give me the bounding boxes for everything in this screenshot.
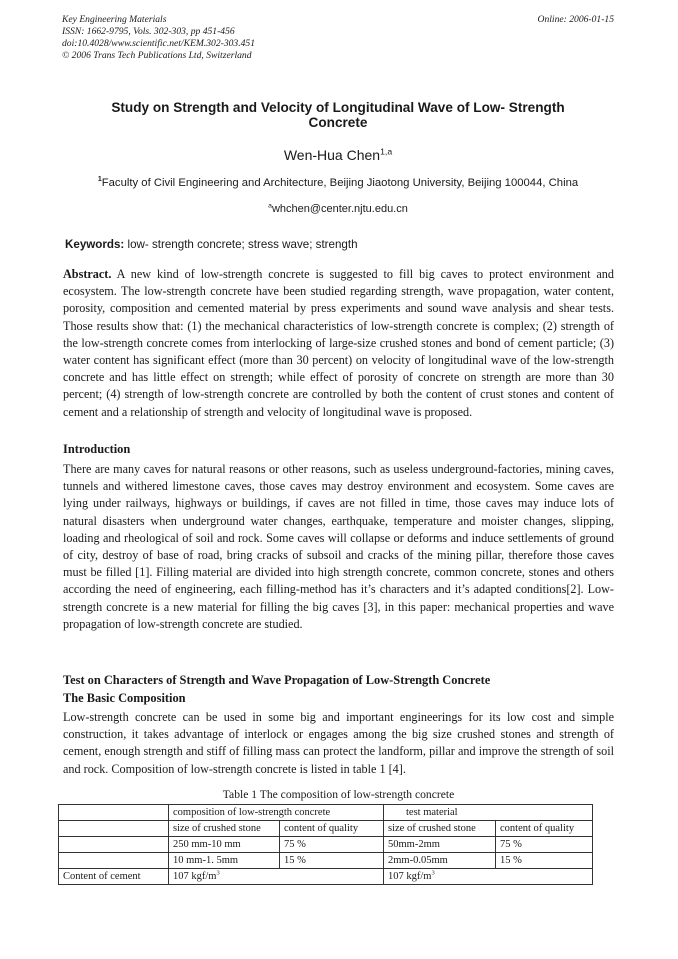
cement-value: 107 kgf/m [173,871,217,882]
keywords-text: low- strength concrete; stress wave; strength [124,238,358,251]
abstract-paragraph [63,266,614,421]
composition-table [58,804,593,885]
keywords-label: Keywords: [65,238,125,251]
table-header-cell: content of quality [280,821,384,837]
introduction-heading: Introduction [63,442,131,456]
table-row [59,821,593,837]
table-cell: 15 % [280,853,384,869]
abstract-label: Abstract. [63,267,112,281]
copyright-line: © 2006 Trans Tech Publications Ltd, Switzerland [62,50,252,61]
table-cell: 75 % [496,837,593,853]
table-group-header-test-material: test material [384,805,593,821]
author-sup: 1,a [380,146,393,157]
email-line [62,203,614,215]
introduction-paragraph: There are many caves for natural reasons or other reasons, such as useless underground-factories, mining caves, tunnels and withered limestone caves, those caves may destroy environment and ecosystem. Some caves are lying under railways, highways or buildings, if caves are not filled in time, those caves may induce lots of natural disasters when underground water changes, earthquake, temperature and moister changes, slipping, loading and rheological of soil and rock. Some caves will collapse or deforms and induce settlements of ground of city, destroy of base of road, bring cracks of subsoil and cracks of the mining pillar, therefore those caves must be filled [1]. Filling material are divided into high strength concrete, common concrete, stones and others according the need of engineering, each filling-method has it’s characters and it’s adapted conditions[2]. Low-strength concrete is a new material for filling the big caves [3], in this paper: mechanical properties and wave propagation of low-strength concrete are studied. [63,462,614,631]
table-row [59,869,593,885]
table-cell: 2mm-0.05mm [384,853,496,869]
table-caption: Table 1 The composition of low-strength concrete [222,788,455,801]
cement-test-value-sup: 3 [431,869,435,877]
table-cell: 50mm-2mm [384,837,496,853]
abstract-text: A new kind of low-strength concrete is suggested to fill big caves to protect environment and ecosystem. The low-strength concrete have been studied regarding strength, wave propagation, water content, porosity, composition and cemented material by press experiments and sound wave analysis and shear tests. Those results show that: (1) the mechanical characteristics of low-strength concrete is complex; (2) strength of the low-strength concrete comes from interlocking of large-size crushed stones and bond of cement particle; (3) water content has significant effect (more than 30 percent) on velocity of longitudinal wave of the low-strength concrete and has little effect on strength; while effect of porosity of concrete on strength are more than 30 percent; (4) strength of low-strength concrete are controlled by both the content of crust stones and content of cement and a relationship of strength and velocity of longitudinal wave is proposed. [63,267,614,419]
cement-value-cell [169,869,384,885]
cement-value-sup: 3 [216,869,220,877]
email-sup: a [268,202,272,210]
table-cell: 15 % [496,853,593,869]
section-heading: Test on Characters of Strength and Wave Propagation of Low-Strength Concrete [63,673,491,687]
online-date: Online: 2006-01-15 [537,14,614,25]
table-cell: 75 % [280,837,384,853]
table-cell: 250 mm-10 mm [169,837,280,853]
table-row [59,805,593,821]
table-header-cell: content of quality [496,821,593,837]
author-line [62,147,614,163]
table-cell [59,837,169,853]
subsection-heading: The Basic Composition [63,691,186,705]
title-line-2: Concrete [308,115,368,130]
table-row [59,837,593,853]
table-header-cell: size of crushed stone [169,821,280,837]
table-header-cell: size of crushed stone [384,821,496,837]
table-cell [59,805,169,821]
doi-line: doi:10.4028/www.scientific.net/KEM.302-303.451 [62,38,256,49]
paper-title [62,100,614,130]
affiliation-sup: 1 [97,176,102,184]
table-row [59,853,593,869]
table-cell [59,821,169,837]
cement-label-cell: Content of cement [59,869,169,885]
keywords-line [65,238,358,251]
affiliation-text: Faculty of Civil Engineering and Architecture, Beijing Jiaotong University, Beijing 100044, China [101,177,579,189]
table-cell: 10 mm-1. 5mm [169,853,280,869]
table-cell [59,853,169,869]
cement-test-value-cell [384,869,593,885]
publication-header [62,14,614,62]
email-address[interactable]: whchen@center.njtu.edu.cn [271,203,408,215]
composition-paragraph: Low-strength concrete can be used in some big and important engineerings for its low cost and simple construction, it takes advantage of interlock or engages among the big size crushed stones and strength of cement, enough strength and stiff of filling mass can protect the landform, pillar and improve the strength of soil and rock. Composition of low-strength concrete is listed in table 1 [4]. [63,710,614,776]
table-group-header-composition: composition of low-strength concrete [169,805,384,821]
journal-name: Key Engineering Materials [62,14,167,25]
author-name: Wen-Hua Chen [283,147,381,163]
cement-test-value: 107 kgf/m [388,871,432,882]
title-line-1: Study on Strength and Velocity of Longitudinal Wave of Low- Strength [111,100,565,115]
issn-line: ISSN: 1662-9795, Vols. 302-303, pp 451-456 [62,26,235,37]
affiliation-line [62,177,614,189]
